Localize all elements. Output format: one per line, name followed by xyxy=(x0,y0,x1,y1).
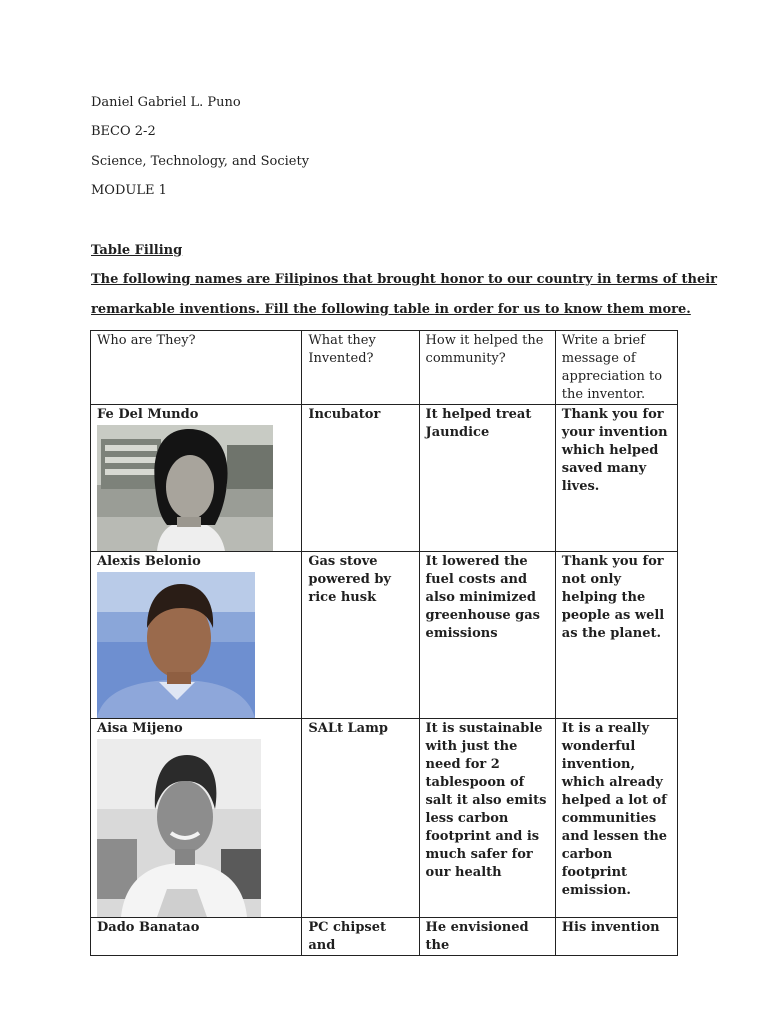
message-cell: His invention xyxy=(555,918,677,956)
invention-cell: Gas stove powered by rice husk xyxy=(302,552,419,719)
course-title: Science, Technology, and Society xyxy=(91,154,310,169)
invention-cell: PC chipset and xyxy=(302,918,419,956)
activity-title: Table Filling xyxy=(91,243,183,258)
table-row xyxy=(91,719,678,918)
impact-cell: It helped treat Jaundice xyxy=(419,405,555,552)
table-row xyxy=(91,405,678,552)
inventor-photo xyxy=(97,739,295,917)
header-message: Write a brief message of appreciation to the inventor. xyxy=(555,331,677,405)
inventor-cell xyxy=(91,918,302,956)
invention-cell: Incubator xyxy=(302,405,419,552)
inventor-cell xyxy=(91,405,302,552)
inventor-photo xyxy=(97,572,295,718)
inventor-photo xyxy=(97,425,295,551)
student-section: BECO 2-2 xyxy=(91,124,156,139)
message-cell: It is a really wonderful invention, which already helped a lot of communities and lessen the carbon footprint emission. xyxy=(555,719,677,918)
table-row xyxy=(91,918,678,956)
instruction-line-1: The following names are Filipinos that brought honor to our country in terms of their xyxy=(91,272,718,287)
inventors-table xyxy=(90,330,678,956)
instruction-line-2: remarkable inventions. Fill the following table in order for us to know them more. xyxy=(91,302,691,317)
table-row xyxy=(91,552,678,719)
inventor-name: Dado Banatao xyxy=(97,920,200,935)
module-label: MODULE 1 xyxy=(91,183,167,198)
invention-cell: SALt Lamp xyxy=(302,719,419,918)
student-name: Daniel Gabriel L. Puno xyxy=(91,95,241,110)
header-invention: What they Invented? xyxy=(302,331,419,405)
impact-cell: It is sustainable with just the need for 2 tablespoon of salt it also emits less carbon footprint and is much safer for our health xyxy=(419,719,555,918)
inventor-name: Aisa Mijeno xyxy=(97,721,183,736)
inventor-name: Fe Del Mundo xyxy=(97,407,199,422)
header-who: Who are They? xyxy=(91,331,302,405)
header-impact: How it helped the community? xyxy=(419,331,555,405)
impact-cell: It lowered the fuel costs and also minimized greenhouse gas emissions xyxy=(419,552,555,719)
message-cell: Thank you for not only helping the people as well as the planet. xyxy=(555,552,677,719)
table-header-row xyxy=(91,331,678,405)
inventor-cell xyxy=(91,552,302,719)
inventor-cell xyxy=(91,719,302,918)
inventor-name: Alexis Belonio xyxy=(97,554,201,569)
impact-cell: He envisioned the xyxy=(419,918,555,956)
message-cell: Thank you for your invention which helped saved many lives. xyxy=(555,405,677,552)
